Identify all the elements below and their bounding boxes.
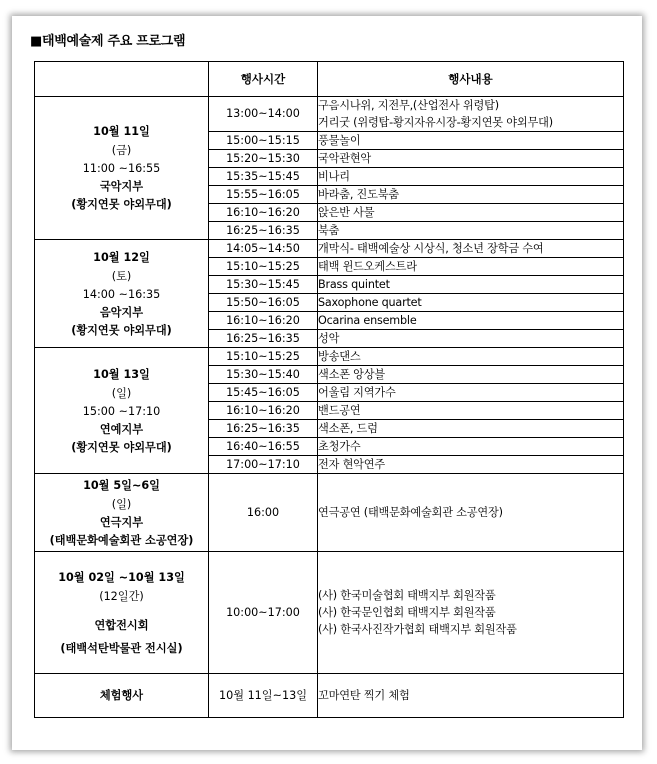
time-cell: 10월 11일~13일 [209, 674, 318, 718]
group-label-line: 체험행사 [99, 688, 144, 702]
time-cell: 15:55~16:05 [209, 186, 318, 204]
page-title: ■태백예술제 주요 프로그램 [30, 34, 186, 49]
time-cell: 16:40~16:55 [209, 438, 318, 456]
header-time: 행사시간 [209, 62, 318, 97]
content-line: (사) 한국미술협회 태백지부 회원작품 [318, 589, 496, 602]
content-cell [318, 330, 624, 348]
group-label-cell [35, 674, 209, 718]
content-cell [318, 438, 624, 456]
content-line: 태백 윈드오케스트라 [318, 260, 417, 273]
time-cell: 15:35~15:45 [209, 168, 318, 186]
content-cell [318, 97, 624, 132]
time-cell: 15:45~16:05 [209, 384, 318, 402]
group-label-line: (태백문화예술회관 소공연장) [49, 533, 194, 547]
content-line: 앉은반 사물 [318, 206, 375, 219]
content-cell [318, 222, 624, 240]
content-line: 색소폰, 드럼 [318, 422, 378, 435]
content-line: 바라춤, 진도북춤 [318, 188, 399, 201]
content-line: Saxophone quartet [318, 296, 422, 309]
group-label-line: 10월 13일 [93, 367, 150, 381]
content-cell [318, 366, 624, 384]
content-cell [318, 150, 624, 168]
content-cell [318, 456, 624, 474]
content-cell [318, 402, 624, 420]
group-label-line: (황지연못 야외무대) [71, 440, 172, 454]
content-cell [318, 294, 624, 312]
content-cell [318, 204, 624, 222]
group-label-line: 음악지부 [99, 305, 144, 319]
program-table [34, 61, 624, 718]
group-label-line: 국악지부 [99, 180, 144, 193]
content-line: 북춤 [318, 224, 340, 237]
content-cell [318, 312, 624, 330]
content-line: 초청가수 [318, 440, 361, 453]
content-line: (사) 한국사진작가협회 태백지부 회원작품 [318, 623, 517, 636]
content-line: 거리굿 (위령탑-황지자유시장-황지연못 야외무대) [318, 116, 553, 129]
time-cell: 14:05~14:50 [209, 240, 318, 258]
content-line: 비나리 [318, 170, 350, 183]
content-cell [318, 384, 624, 402]
header-content: 행사내용 [318, 62, 624, 97]
group-label-cell [35, 348, 209, 474]
group-label-cell [35, 97, 209, 240]
time-cell: 15:10~15:25 [209, 258, 318, 276]
group-label-line: 연극지부 [99, 515, 144, 529]
content-line: Ocarina ensemble [318, 314, 417, 327]
content-cell [318, 420, 624, 438]
content-line: 전자 현악연주 [318, 458, 385, 471]
content-line: 꼬마연탄 찍기 체험 [318, 689, 410, 702]
group-label-cell [35, 552, 209, 674]
group-label-cell [35, 240, 209, 348]
group-label-line: 10월 02일 ~10월 13일 [58, 570, 185, 584]
time-cell: 17:00~17:10 [209, 456, 318, 474]
group-label-line: 10월 12일 [93, 250, 150, 264]
group-label-line: (12일간) [99, 589, 144, 603]
time-cell: 15:30~15:40 [209, 366, 318, 384]
group-label-line: 10월 5일~6일 [83, 478, 160, 492]
content-cell [318, 186, 624, 204]
content-line: 밴드공연 [318, 404, 361, 417]
group-label-line: 연합전시회 [94, 618, 149, 632]
table-row [35, 474, 624, 552]
table-row [35, 348, 624, 366]
content-cell [318, 276, 624, 294]
content-cell [318, 132, 624, 150]
group-label-line: (태백석탄박물관 전시실) [60, 641, 183, 655]
content-line: Brass quintet [318, 278, 390, 291]
content-line: 연극공연 (태백문화예술회관 소공연장) [318, 506, 503, 519]
group-label-line: 14:00 ~16:35 [82, 287, 161, 301]
table-row [35, 552, 624, 674]
time-cell: 16:10~16:20 [209, 204, 318, 222]
time-cell: 16:25~16:35 [209, 330, 318, 348]
time-cell: 15:50~16:05 [209, 294, 318, 312]
time-cell: 10:00~17:00 [209, 552, 318, 674]
time-cell: 16:25~16:35 [209, 222, 318, 240]
group-label-line: (일) [111, 497, 132, 511]
content-line: 국악관현악 [318, 152, 372, 165]
content-cell [318, 258, 624, 276]
time-cell: 15:10~15:25 [209, 348, 318, 366]
content-cell [318, 348, 624, 366]
content-line: 풍물놀이 [318, 134, 361, 147]
time-cell: 16:10~16:20 [209, 312, 318, 330]
content-line: 색소폰 앙상블 [318, 368, 385, 381]
group-label-line: (일) [111, 386, 132, 400]
content-line: 개막식- 태백예술상 시상식, 청소년 장학금 수여 [318, 242, 544, 255]
group-label-line: (황지연못 야외무대) [71, 198, 172, 211]
time-cell: 16:00 [209, 474, 318, 552]
content-cell [318, 474, 624, 552]
content-line: 성악 [318, 332, 340, 345]
header-corner-cell [35, 62, 209, 97]
table-row [35, 97, 624, 132]
table-header-row [35, 62, 624, 97]
content-cell [318, 552, 624, 674]
time-cell: 15:00~15:15 [209, 132, 318, 150]
group-label-line: 10월 11일 [93, 125, 150, 138]
group-label-line: 연예지부 [99, 422, 144, 436]
group-label-line: 15:00 ~17:10 [82, 404, 161, 418]
time-cell: 15:20~15:30 [209, 150, 318, 168]
table-row [35, 674, 624, 718]
time-cell: 16:25~16:35 [209, 420, 318, 438]
time-cell: 13:00~14:00 [209, 97, 318, 132]
table-row [35, 240, 624, 258]
time-cell: 15:30~15:45 [209, 276, 318, 294]
content-cell [318, 240, 624, 258]
group-label-line: 11:00 ~16:55 [82, 162, 161, 175]
content-cell [318, 674, 624, 718]
group-label-line: (황지연못 야외무대) [71, 323, 172, 337]
group-label-line: (금) [111, 144, 132, 157]
time-cell: 16:10~16:20 [209, 402, 318, 420]
group-label-cell [35, 474, 209, 552]
table-body [35, 97, 624, 718]
content-line: (사) 한국문인협회 태백지부 회원작품 [318, 606, 496, 619]
content-cell [318, 168, 624, 186]
group-label-line: (토) [111, 269, 132, 283]
content-line: 구음시나위, 지전무,(산업전사 위령탑) [318, 99, 499, 112]
content-line: 방송댄스 [318, 350, 361, 363]
content-line: 어울림 지역가수 [318, 386, 396, 399]
